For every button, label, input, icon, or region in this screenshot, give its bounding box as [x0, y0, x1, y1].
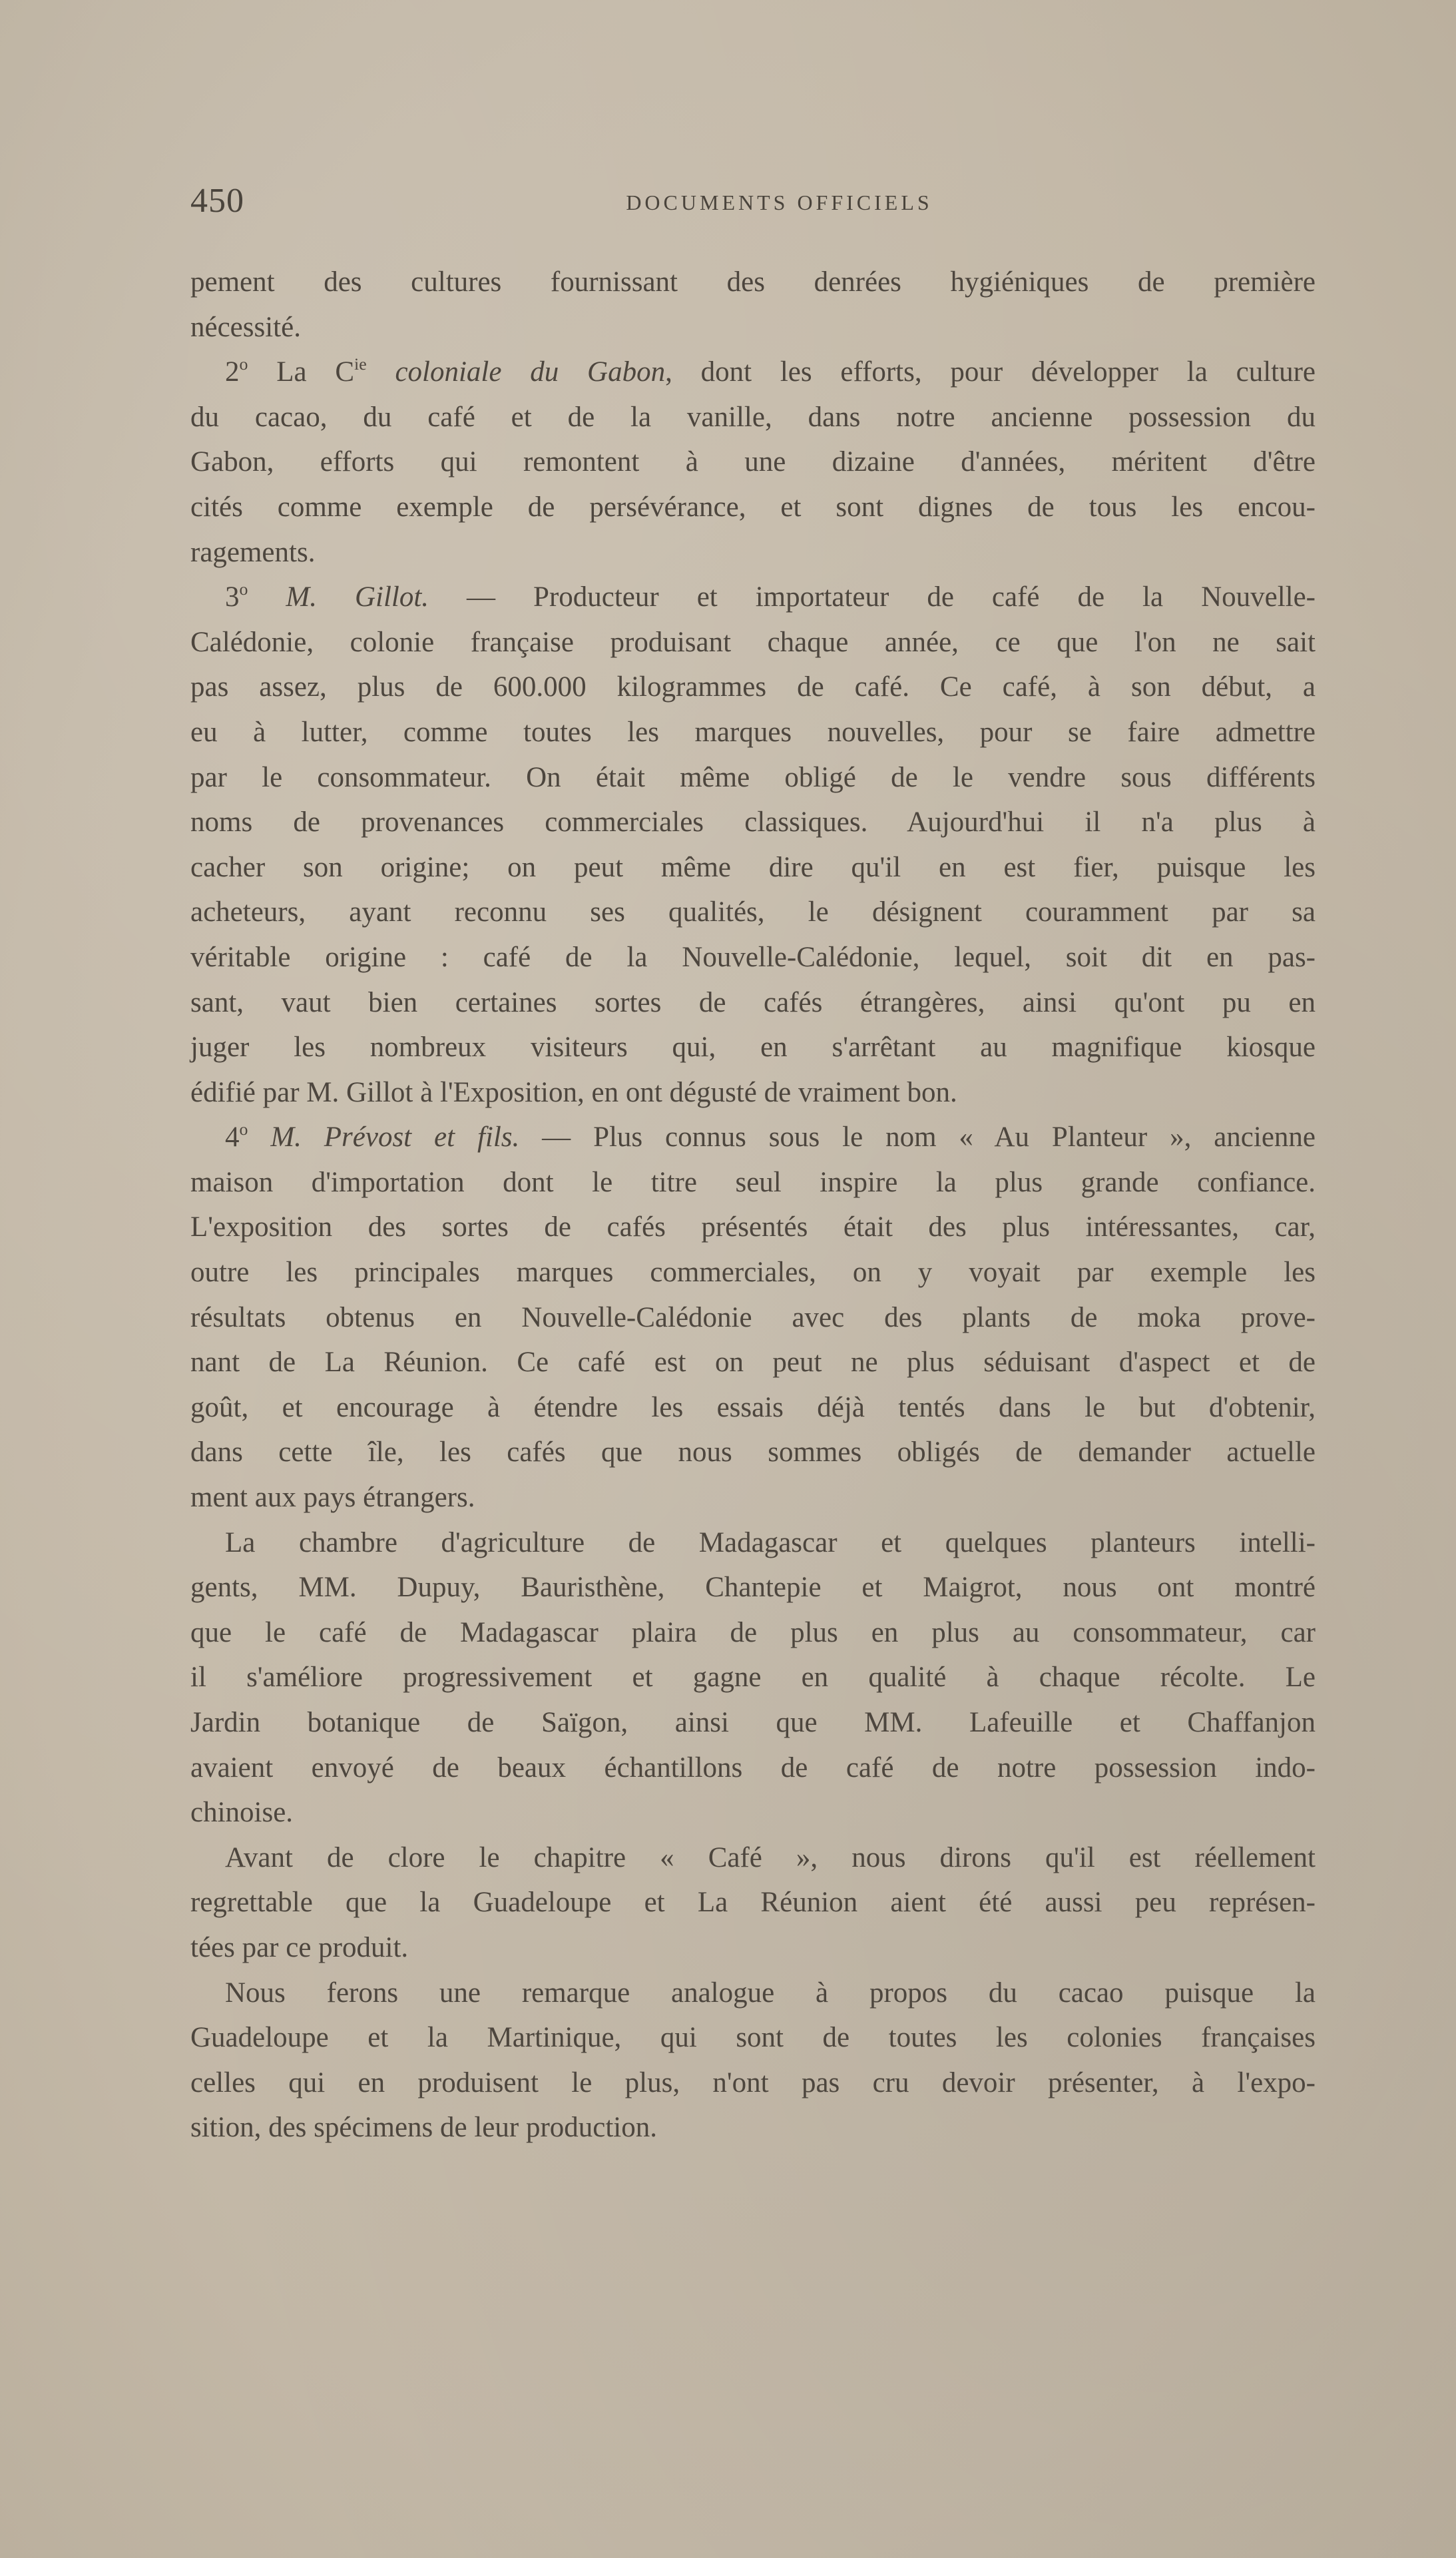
- text-line: regrettable que la Guadeloupe et La Réunion aient été aussi peu représen-: [190, 1887, 1316, 1919]
- text-line: juger les nombreux visiteurs qui, en s'arrêtant au magnifique kiosque: [190, 1032, 1316, 1064]
- superscript: ie: [354, 354, 367, 374]
- text-line: Calédonie, colonie française produisant chaque année, ce que l'on ne sait: [190, 626, 1316, 658]
- company-name: coloniale du Gabon: [366, 356, 666, 388]
- text-line: acheteurs, ayant reconnu ses qualités, le désignent couramment par sa: [190, 896, 1316, 928]
- exhibitor-name: M. Gillot.: [286, 581, 429, 613]
- degree-sign: o: [239, 579, 248, 599]
- text-line: [190, 1115, 1316, 1160]
- text-line: tées par ce produit.: [190, 1931, 409, 1963]
- text-line: maison d'importation dont le titre seul inspire la plus grande confiance.: [190, 1166, 1316, 1198]
- inline-text: , dont les efforts, pour développer la culture: [665, 356, 1316, 388]
- text-line: [190, 575, 1316, 620]
- text-line: La chambre d'agriculture de Madagascar et quelques planteurs intelli-: [225, 1526, 1316, 1558]
- page-number: 450: [190, 182, 244, 220]
- text-line: pas assez, plus de 600.000 kilogrammes de café. Ce café, à son début, a: [190, 671, 1316, 703]
- text-line: sition, des spécimens de leur production.: [190, 2112, 657, 2144]
- text-line: outre les principales marques commerciales, on y voyait par exemple les: [190, 1257, 1316, 1289]
- item-number: 2: [225, 356, 240, 388]
- text-line: gents, MM. Dupuy, Bauristhène, Chantepie et Maigrot, nous ont montré: [190, 1572, 1316, 1604]
- text-line: édifié par M. Gillot à l'Exposition, en ont dégusté de vraiment bon.: [190, 1076, 957, 1108]
- text-line: cacher son origine; on peut même dire qu'il en est fier, puisque les: [190, 851, 1316, 883]
- degree-sign: o: [239, 1119, 248, 1139]
- text-line: celles qui en produisent le plus, n'ont pas cru devoir présenter, à l'expo-: [190, 2067, 1316, 2098]
- inline-text: — Plus connus sous le nom « Au Planteur », ancienne: [519, 1121, 1316, 1153]
- degree-sign: o: [239, 354, 248, 374]
- text-line: Gabon, efforts qui remontent à une dizaine d'années, méritent d'être: [190, 446, 1316, 478]
- text-line: il s'améliore progressivement et gagne en qualité à chaque récolte. Le: [190, 1662, 1316, 1694]
- item-number: 4: [225, 1121, 240, 1153]
- text-line: noms de provenances commerciales classiques. Aujourd'hui il n'a plus à: [190, 806, 1316, 838]
- running-head: DOCUMENTS OFFICIELS: [626, 190, 933, 214]
- text-line: Jardin botanique de Saïgon, ainsi que MM. Lafeuille et Chaffanjon: [190, 1707, 1316, 1738]
- text-line: ment aux pays étrangers.: [190, 1482, 475, 1514]
- text-line: du cacao, du café et de la vanille, dans notre ancienne possession du: [190, 401, 1316, 433]
- text-line: nant de La Réunion. Ce café est on peut ne plus séduisant d'aspect et de: [190, 1347, 1316, 1379]
- inline-text: La C: [276, 356, 355, 388]
- text-line: cités comme exemple de persévérance, et sont dignes de tous les encou-: [190, 491, 1316, 523]
- page-header: [190, 181, 1315, 228]
- text-line: ragements.: [190, 536, 316, 568]
- text-line: Guadeloupe et la Martinique, qui sont de toutes les colonies françaises: [190, 2022, 1316, 2054]
- text-line: dans cette île, les cafés que nous sommes obligés de demander actuelle: [190, 1437, 1316, 1468]
- text-line: goût, et encourage à étendre les essais déjà tentés dans le but d'obtenir,: [190, 1391, 1316, 1423]
- body-text: [190, 260, 1316, 2150]
- text-line: L'exposition des sortes de cafés présentés était des plus intéressantes, car,: [190, 1211, 1316, 1243]
- text-line: nécessité.: [190, 311, 301, 343]
- exhibitor-name: M. Prévost et fils.: [270, 1121, 520, 1153]
- text-line: véritable origine : café de la Nouvelle-Calédonie, lequel, soit dit en pas-: [190, 941, 1316, 973]
- text-line: Nous ferons une remarque analogue à propos du cacao puisque la: [225, 1977, 1316, 2009]
- text-line: eu à lutter, comme toutes les marques nouvelles, pour se faire admettre: [190, 716, 1316, 748]
- text-line: Avant de clore le chapitre « Café », nous dirons qu'il est réellement: [225, 1841, 1316, 1873]
- text-line: [190, 350, 1316, 395]
- text-line: par le consommateur. On était même obligé de le vendre sous différents: [190, 761, 1316, 793]
- text-line: que le café de Madagascar plaira de plus en plus au consommateur, car: [190, 1616, 1316, 1648]
- text-line: avaient envoyé de beaux échantillons de café de notre possession indo-: [190, 1752, 1316, 1783]
- item-number: 3: [225, 581, 240, 613]
- text-line: chinoise.: [190, 1797, 294, 1829]
- text-line: pement des cultures fournissant des denrées hygiéniques de première: [190, 266, 1316, 298]
- text-line: sant, vaut bien certaines sortes de cafés étrangères, ainsi qu'ont pu en: [190, 986, 1316, 1018]
- text-line: résultats obtenus en Nouvelle-Calédonie avec des plants de moka prove-: [190, 1301, 1316, 1333]
- inline-text: — Producteur et importateur de café de la Nouvelle-: [429, 581, 1316, 613]
